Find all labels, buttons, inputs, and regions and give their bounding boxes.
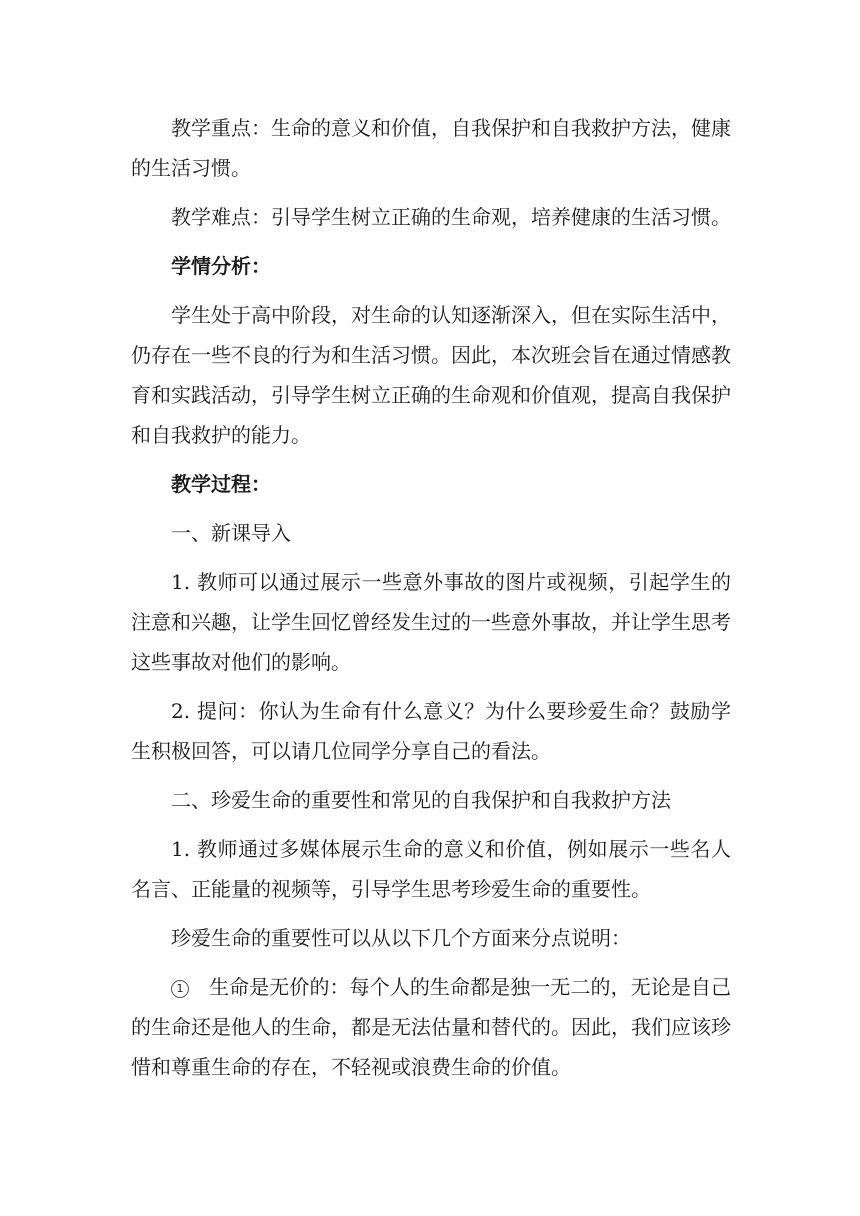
situation-analysis-heading: 学情分析： bbox=[171, 254, 271, 278]
point-1-paragraph bbox=[131, 967, 731, 1087]
section-1-item-2: 2. 提问：你认为生命有什么意义？为什么要珍爱生命？鼓励学生积极回答，可以请几位同学分享自己的看法。 bbox=[131, 699, 731, 763]
situation-analysis-paragraph: 学生处于高中阶段，对生命的认知逐渐深入，但在实际生活中，仍存在一些不良的行为和生活习惯。因此，本次班会旨在通过情感教育和实践活动，引导学生树立正确的生命观和价值观，提高自我保护和自我救护的能力。 bbox=[131, 303, 731, 447]
section-2-intro: 珍爱生命的重要性可以从以下几个方面来分点说明： bbox=[171, 926, 631, 950]
section-2-title: 二、珍爱生命的重要性和常见的自我保护和自我救护方法 bbox=[171, 788, 671, 812]
teaching-focus-paragraph: 教学重点：生命的意义和价值，自我保护和自我救护方法，健康的生活习惯。 bbox=[131, 116, 731, 180]
section-1-item-1: 1. 教师可以通过展示一些意外事故的图片或视频，引起学生的注意和兴趣，让学生回忆曾经发生过的一些意外事故，并让学生思考这些事故对他们的影响。 bbox=[131, 570, 731, 674]
section-2-item-1: 1. 教师通过多媒体展示生命的意义和价值，例如展示一些名人名言、正能量的视频等，引导学生思考珍爱生命的重要性。 bbox=[131, 837, 731, 901]
point-1-text: 生命是无价的：每个人的生命都是独一无二的，无论是自己的生命还是他人的生命，都是无法估量和替代的。因此，我们应该珍惜和尊重生命的存在，不轻视或浪费生命的价值。 bbox=[131, 975, 731, 1079]
circled-number-1: 1 bbox=[171, 980, 189, 998]
section-1-title: 一、新课导入 bbox=[171, 521, 291, 545]
teaching-difficulty-paragraph: 教学难点：引导学生树立正确的生命观，培养健康的生活习惯。 bbox=[171, 205, 731, 229]
teaching-process-heading: 教学过程： bbox=[171, 472, 271, 496]
document-body bbox=[131, 108, 731, 1096]
